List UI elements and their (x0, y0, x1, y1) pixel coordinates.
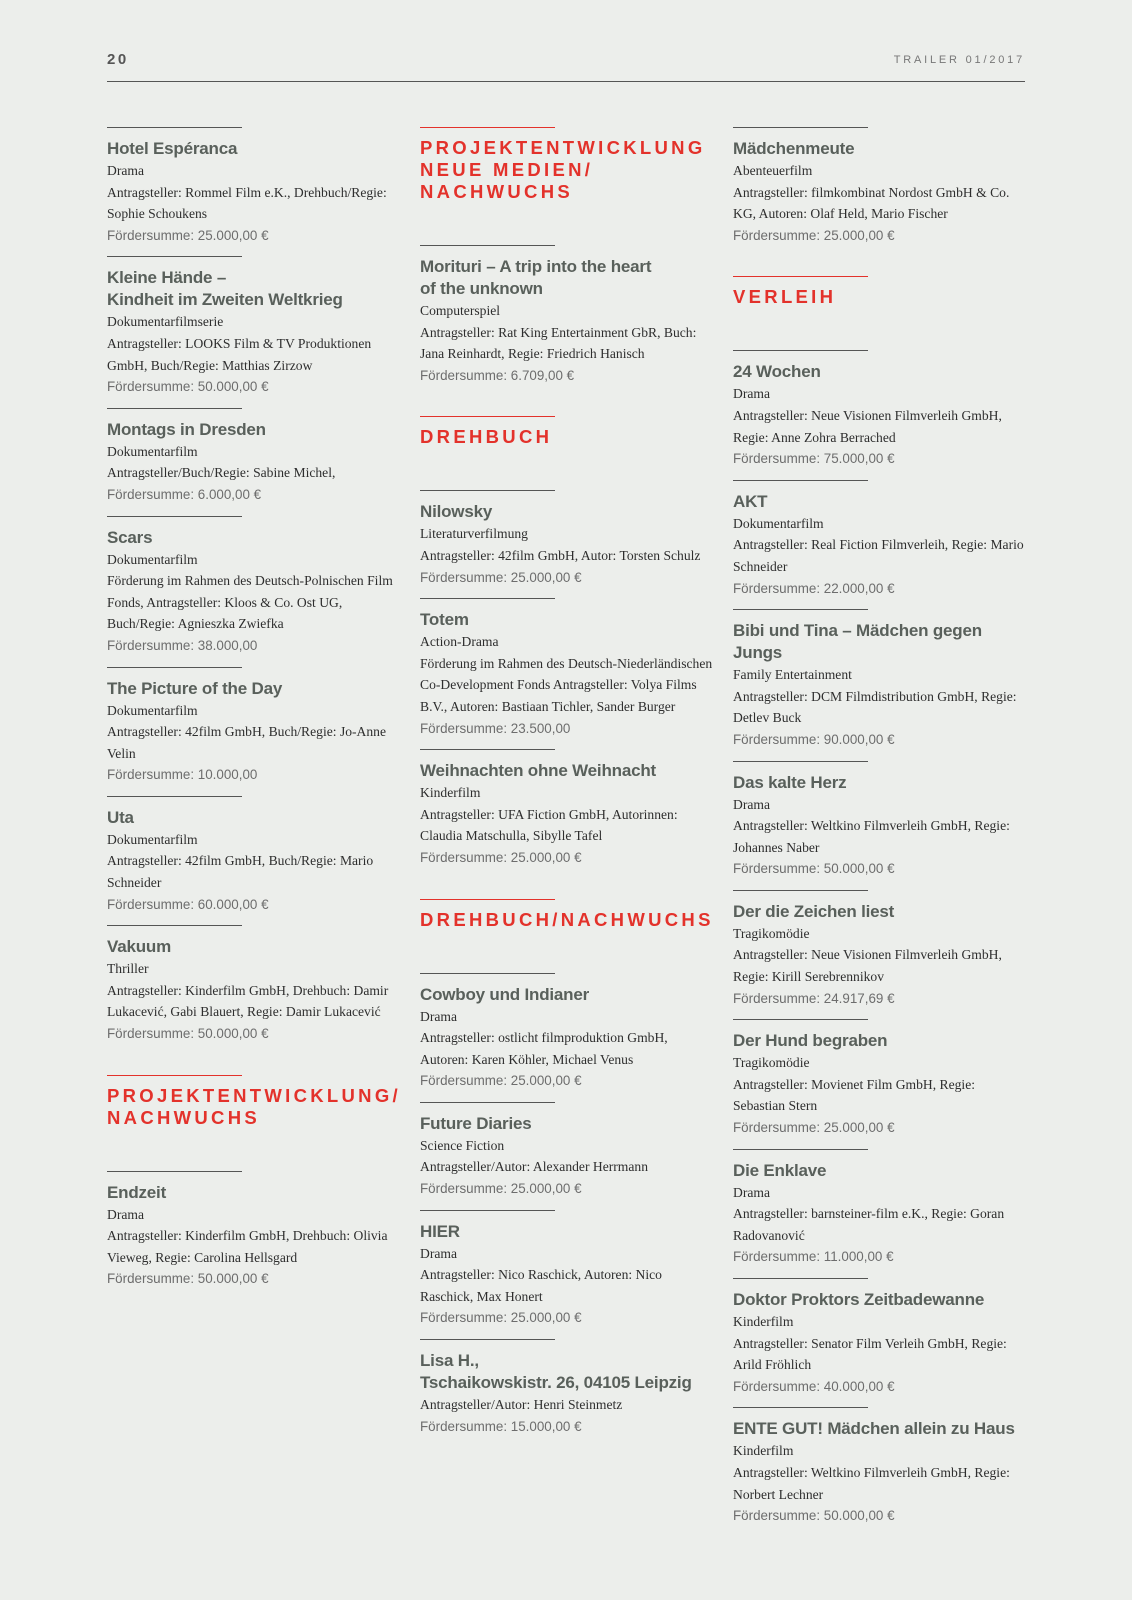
funding-entry (107, 256, 403, 397)
funding-entry (420, 1210, 716, 1329)
entry-title: Uta (107, 807, 134, 827)
section (420, 899, 716, 931)
entry-genre: Family Entertainment (733, 667, 852, 683)
funding-entry (107, 667, 403, 786)
entry-credits: Antragsteller: Neue Visionen Filmverleih GmbH, Regie: Anne Zohra Berrached (733, 407, 1002, 445)
entry-amount: Fördersumme: 25.000,00 € (107, 227, 269, 243)
entry-credits: Antragsteller: ostlicht filmproduktion GmbH, Autoren: Karen Köhler, Michael Venus (420, 1030, 668, 1067)
entry-title: Das kalte Herz (733, 772, 847, 792)
funding-entry (733, 127, 1029, 246)
funding-entry (733, 1149, 1029, 1268)
entry-genre: Thriller (107, 961, 149, 977)
entry-title: Die Enklave (733, 1160, 827, 1180)
section (733, 276, 1029, 308)
funding-entry (733, 1278, 1029, 1397)
entry-credits: Antragsteller: Movienet Film GmbH, Regie: Sebastian Stern (733, 1076, 976, 1114)
funding-entry (733, 890, 1029, 1009)
entry-genre: Drama (420, 1008, 457, 1024)
entry-credits: Antragsteller: DCM Filmdistribution GmbH, Regie: Detlev Buck (733, 688, 1017, 726)
section (107, 1075, 403, 1129)
funding-entry (733, 761, 1029, 880)
funding-entry (733, 609, 1029, 750)
funding-entry (107, 516, 403, 657)
column-2 (420, 127, 716, 1447)
section-heading: VERLEIH (733, 286, 837, 308)
funding-entry (420, 490, 716, 588)
entry-genre: Tragikomödie (733, 925, 810, 941)
entry-amount: Fördersumme: 10.000,00 (107, 767, 258, 783)
entry-credits: Antragsteller: Nico Raschick, Autoren: Nico Raschick, Max Honert (420, 1267, 662, 1304)
entry-amount: Fördersumme: 22.000,00 € (733, 580, 895, 596)
entry-credits: Antragsteller: 42film GmbH, Autor: Torsten Schulz (420, 547, 701, 563)
entry-amount: Fördersumme: 25.000,00 € (420, 849, 582, 865)
entry-title: Totem (420, 610, 469, 630)
entry-credits: Antragsteller: barnsteiner-film e.K., Regie: Goran Radovanović (733, 1206, 1005, 1243)
entry-title: AKT (733, 491, 768, 511)
entry-amount: Fördersumme: 50.000,00 € (733, 861, 895, 877)
entry-genre: Dokumentarfilmserie (107, 314, 224, 330)
entry-genre: Dokumentarfilm (107, 831, 198, 847)
page-header (107, 50, 1025, 82)
entry-title: Der die Zeichen liest (733, 901, 895, 921)
entry-genre: Drama (733, 386, 770, 402)
entry-credits: Antragsteller/Buch/Regie: Sabine Michel, (107, 465, 336, 481)
entry-title: 24 Wochen (733, 362, 821, 382)
entry-amount: Fördersumme: 60.000,00 € (107, 896, 269, 912)
entry-credits: Förderung im Rahmen des Deutsch-Niederländischen Co-Development Fonds Antragsteller: Volya Films B.V., Autoren: Bastiaan Tichler, Sander Burger (420, 655, 713, 714)
entry-title: Endzeit (107, 1182, 167, 1202)
entry-title: Morituri – A trip into the heart of the unknown (420, 257, 652, 298)
entry-amount: Fördersumme: 23.500,00 (420, 720, 571, 736)
entry-title: Kleine Hände – Kindheit im Zweiten Weltkrieg (107, 268, 343, 310)
entry-title: Bibi und Tina – Mädchen gegen Jungs (733, 621, 982, 663)
entry-title: Der Hund begraben (733, 1031, 888, 1051)
entry-amount: Fördersumme: 50.000,00 € (107, 379, 269, 395)
entry-amount: Fördersumme: 38.000,00 (107, 637, 258, 653)
entry-credits: Antragsteller: Weltkino Filmverleih GmbH, Regie: Johannes Naber (733, 818, 1010, 855)
section-heading: PROJEKTENTWICKLUNG/ NACHWUCHS (107, 1084, 401, 1128)
section-heading: DREHBUCH (420, 426, 553, 448)
funding-entry (733, 350, 1029, 469)
entry-credits: Antragsteller: Kinderfilm GmbH, Drehbuch: Damir Lukacević, Gabi Blauert, Regie: Damir Lukacević (107, 982, 389, 1020)
entry-genre: Literaturverfilmung (420, 526, 528, 542)
entry-credits: Antragsteller: UFA Fiction GmbH, Autorinnen: Claudia Matschulla, Sibylle Tafel (420, 806, 678, 844)
column-1 (107, 127, 403, 1300)
entry-title: Lisa H., Tschaikowskistr. 26, 04105 Leipzig (420, 1351, 692, 1393)
entry-title: Montags in Dresden (107, 419, 266, 439)
entry-title: HIER (420, 1221, 460, 1241)
entry-amount: Fördersumme: 40.000,00 € (733, 1378, 895, 1394)
funding-entry (420, 245, 716, 386)
entry-title: The Picture of the Day (107, 678, 283, 698)
entry-credits: Antragsteller/Autor: Henri Steinmetz (420, 1397, 623, 1413)
column-3 (733, 127, 1029, 1537)
entry-genre: Dokumentarfilm (107, 443, 198, 459)
entry-amount: Fördersumme: 25.000,00 € (420, 1073, 582, 1089)
section-heading: PROJEKTENTWICKLUNG NEUE MEDIEN/ NACHWUCHS (420, 137, 706, 202)
entry-genre: Drama (107, 163, 144, 178)
entry-credits: Antragsteller/Autor: Alexander Herrmann (420, 1159, 648, 1175)
entry-amount: Fördersumme: 25.000,00 € (420, 569, 582, 585)
entry-genre: Kinderfilm (420, 785, 481, 801)
entry-title: Doktor Proktors Zeitbadewanne (733, 1290, 985, 1309)
funding-entry (420, 1339, 716, 1437)
entry-credits: Antragsteller: 42film GmbH, Buch/Regie: Mario Schneider (107, 853, 374, 891)
entry-amount: Fördersumme: 75.000,00 € (733, 451, 895, 467)
entry-amount: Fördersumme: 50.000,00 € (733, 1508, 895, 1524)
entry-amount: Fördersumme: 25.000,00 € (733, 1120, 895, 1136)
funding-entry (107, 925, 403, 1044)
entry-credits: Antragsteller: Rat King Entertainment GbR, Buch: Jana Reinhardt, Regie: Friedrich Hanisch (420, 324, 697, 362)
entry-genre: Dokumentarfilm (733, 515, 824, 531)
funding-entry (420, 598, 716, 739)
section (420, 127, 716, 203)
magazine-issue: TRAILER 01/2017 (893, 54, 1025, 66)
funding-entry (733, 1407, 1029, 1526)
funding-entry (107, 127, 403, 246)
entry-amount: Fördersumme: 15.000,00 € (420, 1418, 582, 1434)
entry-genre: Drama (420, 1245, 457, 1261)
entry-amount: Fördersumme: 6.709,00 € (420, 367, 575, 383)
funding-entry (420, 973, 716, 1092)
entry-genre: Drama (107, 1206, 144, 1222)
entry-amount: Fördersumme: 25.000,00 € (420, 1181, 582, 1197)
entry-credits: Antragsteller: Kinderfilm GmbH, Drehbuch: Olivia Vieweg, Regie: Carolina Hellsgard (107, 1228, 388, 1265)
funding-entry (733, 480, 1029, 599)
entry-credits: Antragsteller: filmkombinat Nordost GmbH & Co. KG, Autoren: Olaf Held, Mario Fischer (733, 184, 1010, 222)
entry-title: Scars (107, 527, 153, 547)
entry-genre: Drama (733, 796, 770, 812)
entry-credits: Antragsteller: Weltkino Filmverleih GmbH, Regie: Norbert Lechner (733, 1464, 1010, 1502)
entry-amount: Fördersumme: 50.000,00 € (107, 1271, 269, 1287)
funding-entry (107, 408, 403, 506)
entry-amount: Fördersumme: 11.000,00 € (733, 1249, 894, 1265)
entry-amount: Fördersumme: 24.917,69 € (733, 990, 895, 1006)
entry-credits: Förderung im Rahmen des Deutsch-Polnischen Film Fonds, Antragsteller: Kloos & Co. Ost UG, Buch/Regie: Agnieszka Zwiefka (107, 573, 393, 632)
entry-genre: Abenteuerfilm (733, 163, 813, 178)
entry-credits: Antragsteller: LOOKS Film & TV Produktionen GmbH, Buch/Regie: Matthias Zirzow (107, 335, 372, 373)
entry-genre: Kinderfilm (733, 1314, 794, 1329)
entry-genre: Tragikomödie (733, 1055, 810, 1071)
entry-genre: Kinderfilm (733, 1443, 794, 1459)
funding-entry (107, 796, 403, 915)
page-number: 20 (107, 51, 129, 68)
entry-title: Nilowsky (420, 502, 493, 522)
funding-entry (420, 1102, 716, 1200)
funding-entry (733, 1019, 1029, 1138)
entry-genre: Action-Drama (420, 634, 499, 650)
entry-title: Mädchenmeute (733, 139, 855, 158)
entry-genre: Computerspiel (420, 303, 501, 318)
entry-genre: Dokumentarfilm (107, 702, 198, 718)
entry-title: Cowboy und Indianer (420, 984, 590, 1004)
entry-genre: Dokumentarfilm (107, 551, 198, 567)
section-heading: DREHBUCH/NACHWUCHS (420, 908, 714, 930)
entry-credits: Antragsteller: 42film GmbH, Buch/Regie: Jo-Anne Velin (107, 724, 386, 761)
entry-title: Hotel Espéranca (107, 139, 238, 158)
entry-genre: Science Fiction (420, 1137, 505, 1153)
entry-amount: Fördersumme: 90.000,00 € (733, 731, 895, 747)
entry-title: Future Diaries (420, 1113, 532, 1133)
entry-credits: Antragsteller: Senator Film Verleih GmbH, Regie: Arild Fröhlich (733, 1335, 1007, 1373)
entry-genre: Drama (733, 1184, 770, 1200)
funding-entry (420, 749, 716, 868)
entry-title: Weihnachten ohne Weihnacht (420, 761, 656, 781)
funding-entry (107, 1171, 403, 1290)
entry-amount: Fördersumme: 25.000,00 € (420, 1310, 582, 1326)
entry-credits: Antragsteller: Rommel Film e.K., Drehbuch/Regie: Sophie Schoukens (107, 184, 387, 222)
entry-amount: Fördersumme: 25.000,00 € (733, 227, 895, 243)
section (420, 416, 716, 448)
entry-amount: Fördersumme: 6.000,00 € (107, 486, 262, 502)
entry-credits: Antragsteller: Real Fiction Filmverleih, Regie: Mario Schneider (733, 537, 1024, 574)
entry-credits: Antragsteller: Neue Visionen Filmverleih GmbH, Regie: Kirill Serebrennikov (733, 947, 1002, 985)
entry-title: ENTE GUT! Mädchen allein zu Haus (733, 1419, 1015, 1439)
entry-title: Vakuum (107, 937, 171, 957)
entry-amount: Fördersumme: 50.000,00 € (107, 1026, 269, 1042)
